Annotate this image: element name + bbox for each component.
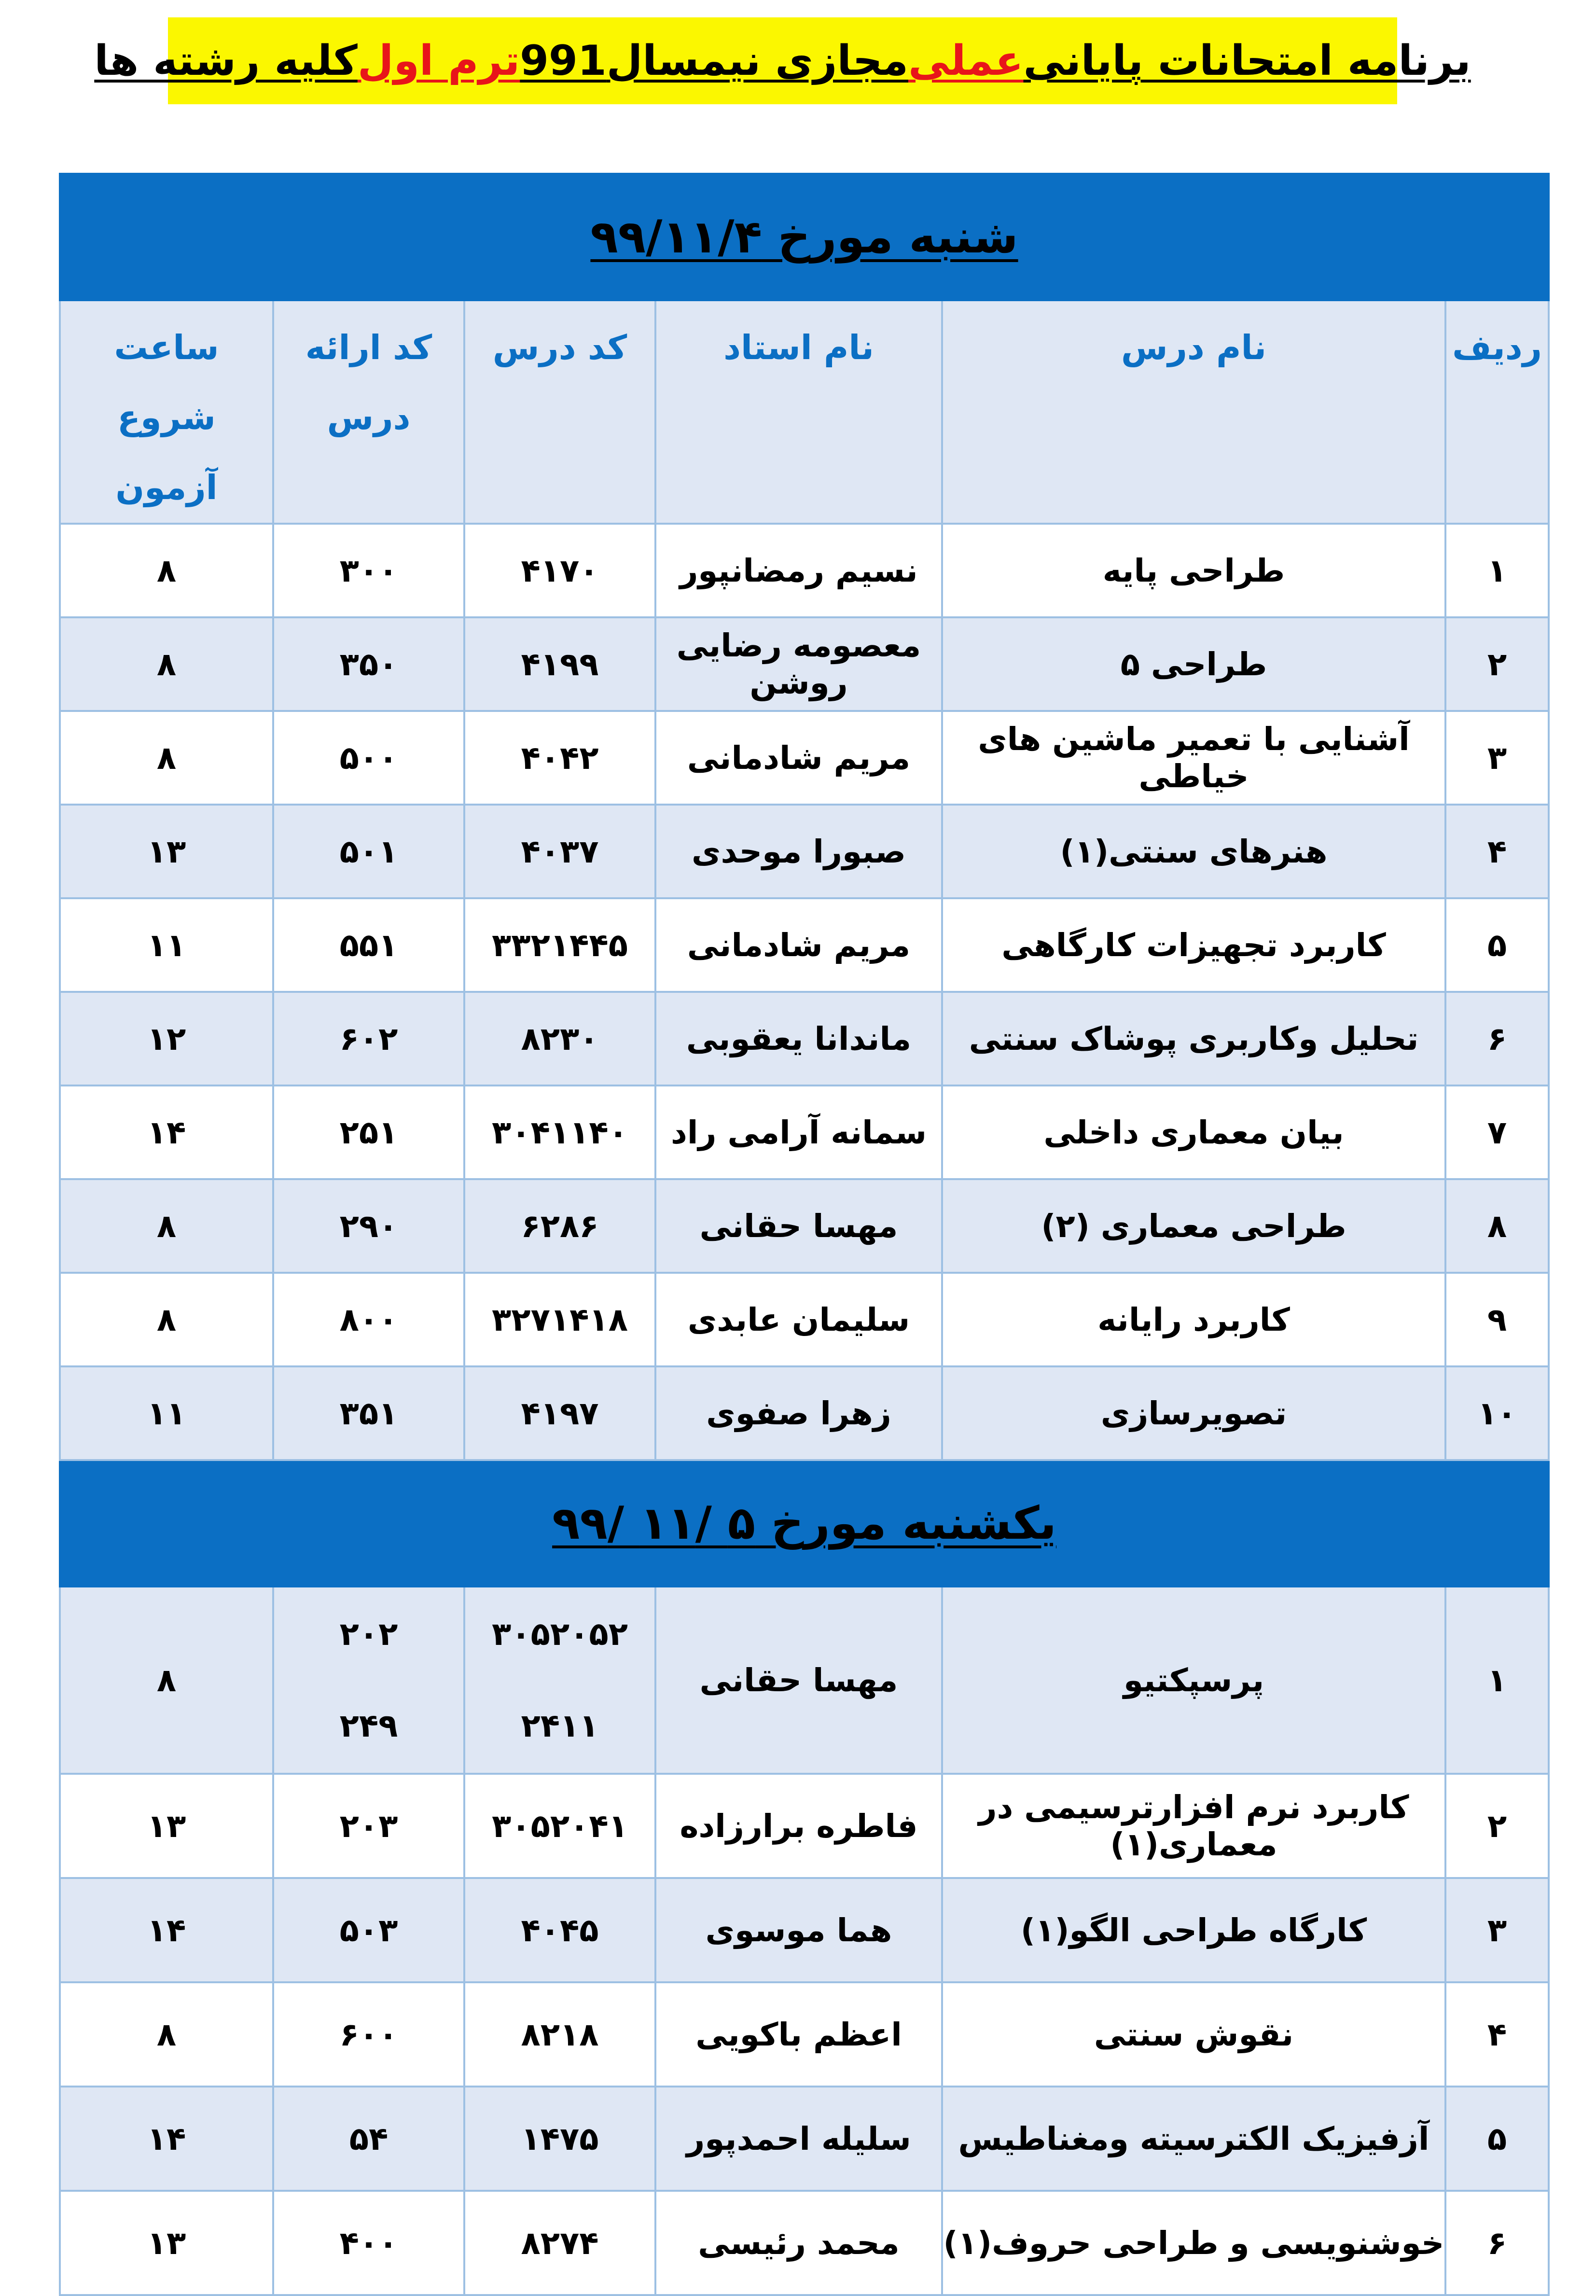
cell-offer-code: [273, 1586, 464, 1774]
cell-teacher: صبورا موحدی: [655, 805, 942, 898]
table-row: [60, 617, 1549, 711]
cell-course-name: خوشنویسی و طراحی حروف(۱): [942, 2191, 1445, 2295]
cell-row: ۱۰: [1445, 1366, 1549, 1460]
page-title: [94, 17, 1471, 104]
cell-teacher: هما موسوی: [655, 1878, 942, 1982]
cell-start-time: ۱۳: [60, 2191, 273, 2295]
course-code-2: ۲۴۱۱: [521, 1707, 599, 1744]
col-header-start-time: ساعت شروع آزمون: [60, 300, 273, 524]
cell-row: ۳: [1445, 711, 1549, 805]
cell-row: ۵: [1445, 2087, 1549, 2191]
table-row: [60, 1085, 1549, 1179]
cell-start-time: ۱۴: [60, 1878, 273, 1982]
cell-offer-code: ۴۰۰: [273, 2191, 464, 2295]
cell-course-code: [464, 1586, 655, 1774]
cell-offer-code: ۳۵۱: [273, 1366, 464, 1460]
cell-start-time: ۱۲: [60, 992, 273, 1085]
offer-code-2: ۲۴۹: [339, 1707, 398, 1744]
cell-teacher: مهسا حقانی: [655, 1586, 942, 1774]
cell-start-time: ۸: [60, 1586, 273, 1774]
table-row: [60, 1366, 1549, 1460]
course-code-1: ۳۰۵۲۰۵۲: [492, 1615, 628, 1653]
cell-offer-code: ۸۰۰: [273, 1273, 464, 1366]
cell-course-name: کاربرد نرم افزارترسیمی در معماری(۱): [942, 1774, 1445, 1878]
cell-offer-code: ۳۰۰: [273, 524, 464, 617]
cell-start-time: ۱۱: [60, 898, 273, 992]
title-part-4: 991: [520, 37, 607, 85]
cell-start-time: ۱۳: [60, 805, 273, 898]
cell-start-time: ۸: [60, 711, 273, 805]
table-row: [60, 992, 1549, 1085]
cell-course-code: ۸۲۱۸: [464, 1982, 655, 2087]
cell-teacher: فاطره برارزاده: [655, 1774, 942, 1878]
title-part-6: کلیه رشته ها: [94, 37, 358, 85]
title-part-1: برنامه امتحانات پایانی: [1023, 37, 1471, 85]
cell-course-name: آشنایی با تعمیر ماشین های خیاطی: [942, 711, 1445, 805]
cell-start-time: ۱۳: [60, 1774, 273, 1878]
cell-course-name: نقوش سنتی: [942, 1982, 1445, 2087]
cell-row: ۲: [1445, 1774, 1549, 1878]
cell-course-name: پرسپکتیو: [942, 1586, 1445, 1774]
cell-offer-code: ۵۰۱: [273, 805, 464, 898]
cell-row: ۵: [1445, 898, 1549, 992]
cell-row: ۲: [1445, 617, 1549, 711]
cell-start-time: ۸: [60, 1273, 273, 1366]
title-part-2: عملی: [908, 37, 1024, 85]
cell-course-code: ۴۰۴۵: [464, 1878, 655, 1982]
col-header-course-name: نام درس: [942, 300, 1445, 524]
col-header-course-code: کد درس: [464, 300, 655, 524]
cell-offer-code: ۲۵۱: [273, 1085, 464, 1179]
cell-course-name: کارگاه طراحی الگو(۱): [942, 1878, 1445, 1982]
table-row: [60, 1774, 1549, 1878]
cell-teacher: سلیمان عابدی: [655, 1273, 942, 1366]
cell-course-code: ۳۳۲۱۴۴۵: [464, 898, 655, 992]
cell-course-code: ۳۰۴۱۱۴۰: [464, 1085, 655, 1179]
table-row: [60, 711, 1549, 805]
col-header-teacher: نام استاد: [655, 300, 942, 524]
cell-offer-code: ۶۰۲: [273, 992, 464, 1085]
cell-start-time: ۸: [60, 524, 273, 617]
title-part-5: ترم اول: [357, 37, 520, 85]
cell-offer-code: ۳۵۰: [273, 617, 464, 711]
cell-offer-code: ۵۰۰: [273, 711, 464, 805]
cell-row: ۹: [1445, 1273, 1549, 1366]
column-headers: [60, 300, 1549, 524]
col-header-offer-code: کد ارائه درس: [273, 300, 464, 524]
cell-row: ۶: [1445, 992, 1549, 1085]
day-header-sunday: [60, 1460, 1549, 1586]
cell-offer-code: ۲۹۰: [273, 1179, 464, 1273]
cell-course-code: ۴۱۷۰: [464, 524, 655, 617]
cell-row: ۶: [1445, 2191, 1549, 2295]
cell-course-code: ۸۲۷۴: [464, 2191, 655, 2295]
title-part-3: مجازی نیمسال: [606, 37, 908, 85]
cell-course-name: هنرهای سنتی(۱): [942, 805, 1445, 898]
cell-course-name: کاربرد تجهیزات کارگاهی: [942, 898, 1445, 992]
cell-course-name: آزفیزیک الکترسیته ومغناطیس: [942, 2087, 1445, 2191]
cell-course-code: ۳۰۵۲۰۴۱: [464, 1774, 655, 1878]
exam-schedule-table: [59, 173, 1550, 2296]
cell-teacher: زهرا صفوی: [655, 1366, 942, 1460]
cell-course-code: ۴۱۹۹: [464, 617, 655, 711]
table-row: [60, 898, 1549, 992]
table-row: [60, 1586, 1549, 1774]
cell-start-time: ۱۴: [60, 1085, 273, 1179]
cell-teacher: محمد رئیسی: [655, 2191, 942, 2295]
table-row: [60, 2087, 1549, 2191]
cell-course-code: ۸۲۳۰: [464, 992, 655, 1085]
cell-offer-code: ۵۴: [273, 2087, 464, 2191]
cell-teacher: ماندانا یعقوبی: [655, 992, 942, 1085]
cell-start-time: ۸: [60, 1179, 273, 1273]
cell-row: ۱: [1445, 1586, 1549, 1774]
table-row: [60, 524, 1549, 617]
cell-row: ۸: [1445, 1179, 1549, 1273]
cell-teacher: سمانه آرامی راد: [655, 1085, 942, 1179]
table-row: [60, 805, 1549, 898]
col-header-row: ردیف: [1445, 300, 1549, 524]
cell-teacher: نسیم رمضانپور: [655, 524, 942, 617]
cell-start-time: ۸: [60, 617, 273, 711]
cell-offer-code: ۶۰۰: [273, 1982, 464, 2087]
table-row: [60, 1273, 1549, 1366]
cell-teacher: اعظم باکویی: [655, 1982, 942, 2087]
cell-course-code: ۴۰۴۲: [464, 711, 655, 805]
day-title: شنبه مورخ ۹۹/۱۱/۴: [590, 210, 1018, 264]
cell-row: ۳: [1445, 1878, 1549, 1982]
table-row: [60, 2191, 1549, 2295]
cell-offer-code: ۵۰۳: [273, 1878, 464, 1982]
cell-row: ۷: [1445, 1085, 1549, 1179]
cell-teacher: سلیله احمدپور: [655, 2087, 942, 2191]
cell-course-code: ۶۲۸۶: [464, 1179, 655, 1273]
cell-row: ۱: [1445, 524, 1549, 617]
cell-course-name: طراحی معماری (۲): [942, 1179, 1445, 1273]
cell-course-code: ۱۴۷۵: [464, 2087, 655, 2191]
cell-start-time: ۱۱: [60, 1366, 273, 1460]
cell-course-code: ۴۱۹۷: [464, 1366, 655, 1460]
cell-teacher: مهسا حقانی: [655, 1179, 942, 1273]
table-row: [60, 1179, 1549, 1273]
cell-course-code: ۳۲۷۱۴۱۸: [464, 1273, 655, 1366]
offer-code-1: ۲۰۲: [339, 1615, 398, 1653]
cell-course-name: تحلیل وکاربری پوشاک سنتی: [942, 992, 1445, 1085]
cell-teacher: مریم شادمانی: [655, 711, 942, 805]
cell-offer-code: ۲۰۳: [273, 1774, 464, 1878]
cell-course-name: بیان معماری داخلی: [942, 1085, 1445, 1179]
cell-teacher: معصومه رضایی روشن: [655, 617, 942, 711]
cell-offer-code: ۵۵۱: [273, 898, 464, 992]
day-title: یکشنبه مورخ ۵ /۱۱ /۹۹: [552, 1497, 1056, 1550]
day-header-saturday: [60, 174, 1549, 300]
cell-course-name: تصویرسازی: [942, 1366, 1445, 1460]
cell-course-name: طراحی ۵: [942, 617, 1445, 711]
table-row: [60, 1982, 1549, 2087]
cell-course-code: ۴۰۳۷: [464, 805, 655, 898]
cell-course-name: کاربرد رایانه: [942, 1273, 1445, 1366]
cell-row: ۴: [1445, 805, 1549, 898]
cell-course-name: طراحی پایه: [942, 524, 1445, 617]
cell-start-time: ۱۴: [60, 2087, 273, 2191]
cell-start-time: ۸: [60, 1982, 273, 2087]
table-row: [60, 1878, 1549, 1982]
cell-teacher: مریم شادمانی: [655, 898, 942, 992]
cell-row: ۴: [1445, 1982, 1549, 2087]
